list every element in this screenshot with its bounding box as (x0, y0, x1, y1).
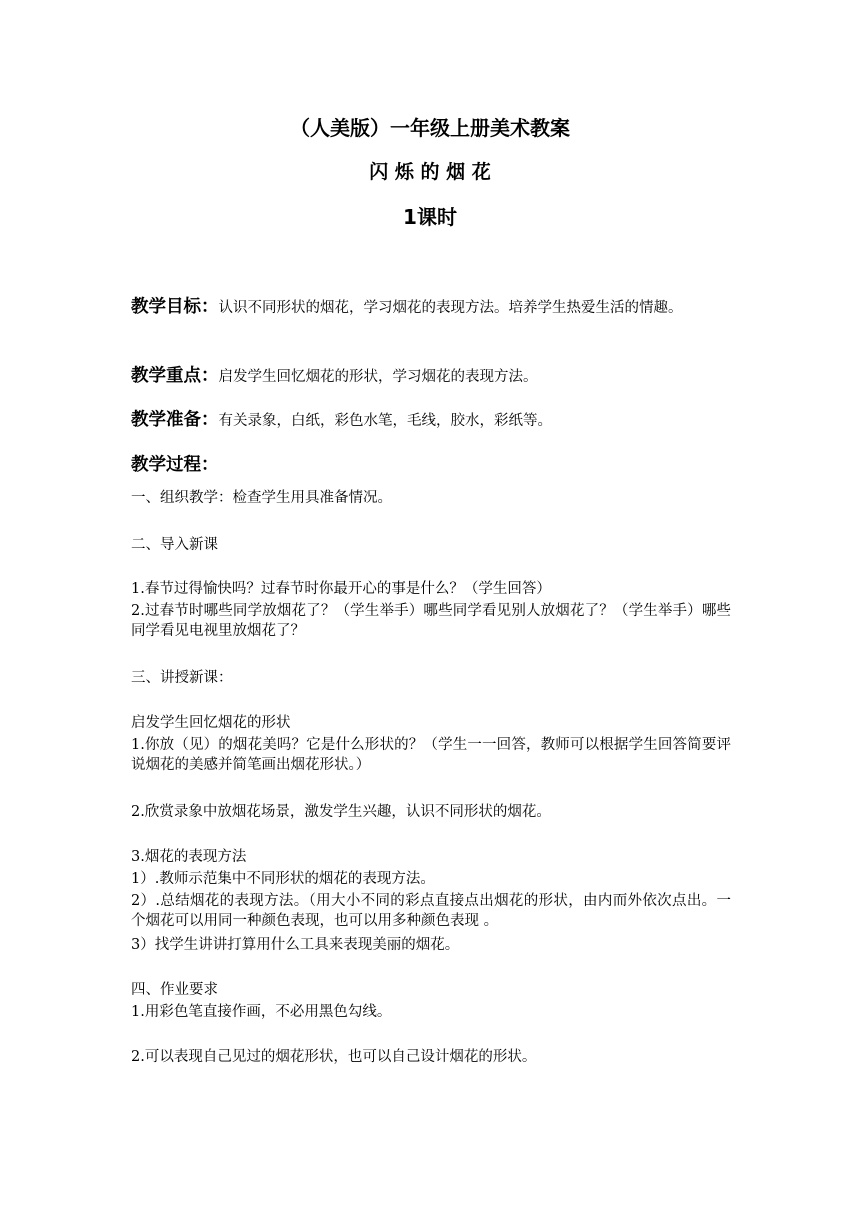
process-block (131, 455, 731, 475)
process-label: 教学过程： (131, 455, 219, 475)
lesson-title: 闪 烁 的 烟 花 (369, 161, 491, 183)
section3-sub1: 1）.教师示范集中不同形状的烟花的表现方法。 (131, 871, 435, 887)
section3-sub3: 3）找学生讲讲打算用什么工具来表现美丽的烟花。 (131, 937, 460, 953)
objectives-text: 认识不同形状的烟花，学习烟花的表现方法。培养学生热爱生活的情趣。 (218, 300, 683, 316)
section4-heading: 四、作业要求 (131, 982, 218, 998)
section4-item2: 2.可以表现自己见过的烟花形状，也可以自己设计烟花的形状。 (131, 1049, 537, 1065)
section3-item1: 1.你放（见）的烟花美吗？它是什么形状的？（学生一一回答，教师可以根据学生回答简要评说烟花的美感并简笔画出烟花形状。） (131, 737, 731, 773)
objectives-block (131, 289, 731, 326)
section1-text: 一、组织教学：检查学生用具准备情况。 (131, 490, 392, 506)
preparation-label: 教学准备： (131, 410, 219, 430)
section3-intro: 启发学生回忆烟花的形状 (131, 715, 291, 731)
key-points-text: 启发学生回忆烟花的形状，学习烟花的表现方法。 (218, 369, 538, 385)
section4-item1: 1.用彩色笔直接作画，不必用黑色勾线。 (131, 1004, 392, 1020)
section3-heading: 三、讲授新课： (131, 670, 233, 686)
preparation-block (131, 410, 731, 431)
section3-sub2: 2）.总结烟花的表现方法。（用大小不同的彩点直接点出烟花的形状，由内而外依次点出。一个烟花可以用同一种颜色表现，也可以用多种颜色表现 。 (131, 893, 731, 929)
section3-item2: 2.欣赏录象中放烟花场景，激发学生兴趣，认识不同形状的烟花。 (131, 804, 551, 820)
key-points-block (131, 366, 731, 387)
section2-heading: 二、导入新课 (131, 537, 218, 553)
objectives-label: 教学目标： (131, 297, 219, 317)
preparation-text: 有关录象，白纸，彩色水笔，毛线，胶水，彩纸等。 (218, 413, 552, 429)
key-points-label: 教学重点： (131, 366, 219, 386)
section2-item2: 2.过春节时哪些同学放烟花了？（学生举手）哪些同学看见别人放烟花了？（学生举手）哪些同学看见电视里放烟花了？ (131, 603, 731, 639)
lesson-period: 1课时 (403, 205, 457, 229)
section2-item1: 1.春节过得愉快吗？过春节时你最开心的事是什么？（学生回答） (131, 581, 551, 597)
section3-item3: 3.烟花的表现方法 (131, 849, 247, 865)
document-title: （人美版）一年级上册美术教案 (290, 116, 570, 140)
